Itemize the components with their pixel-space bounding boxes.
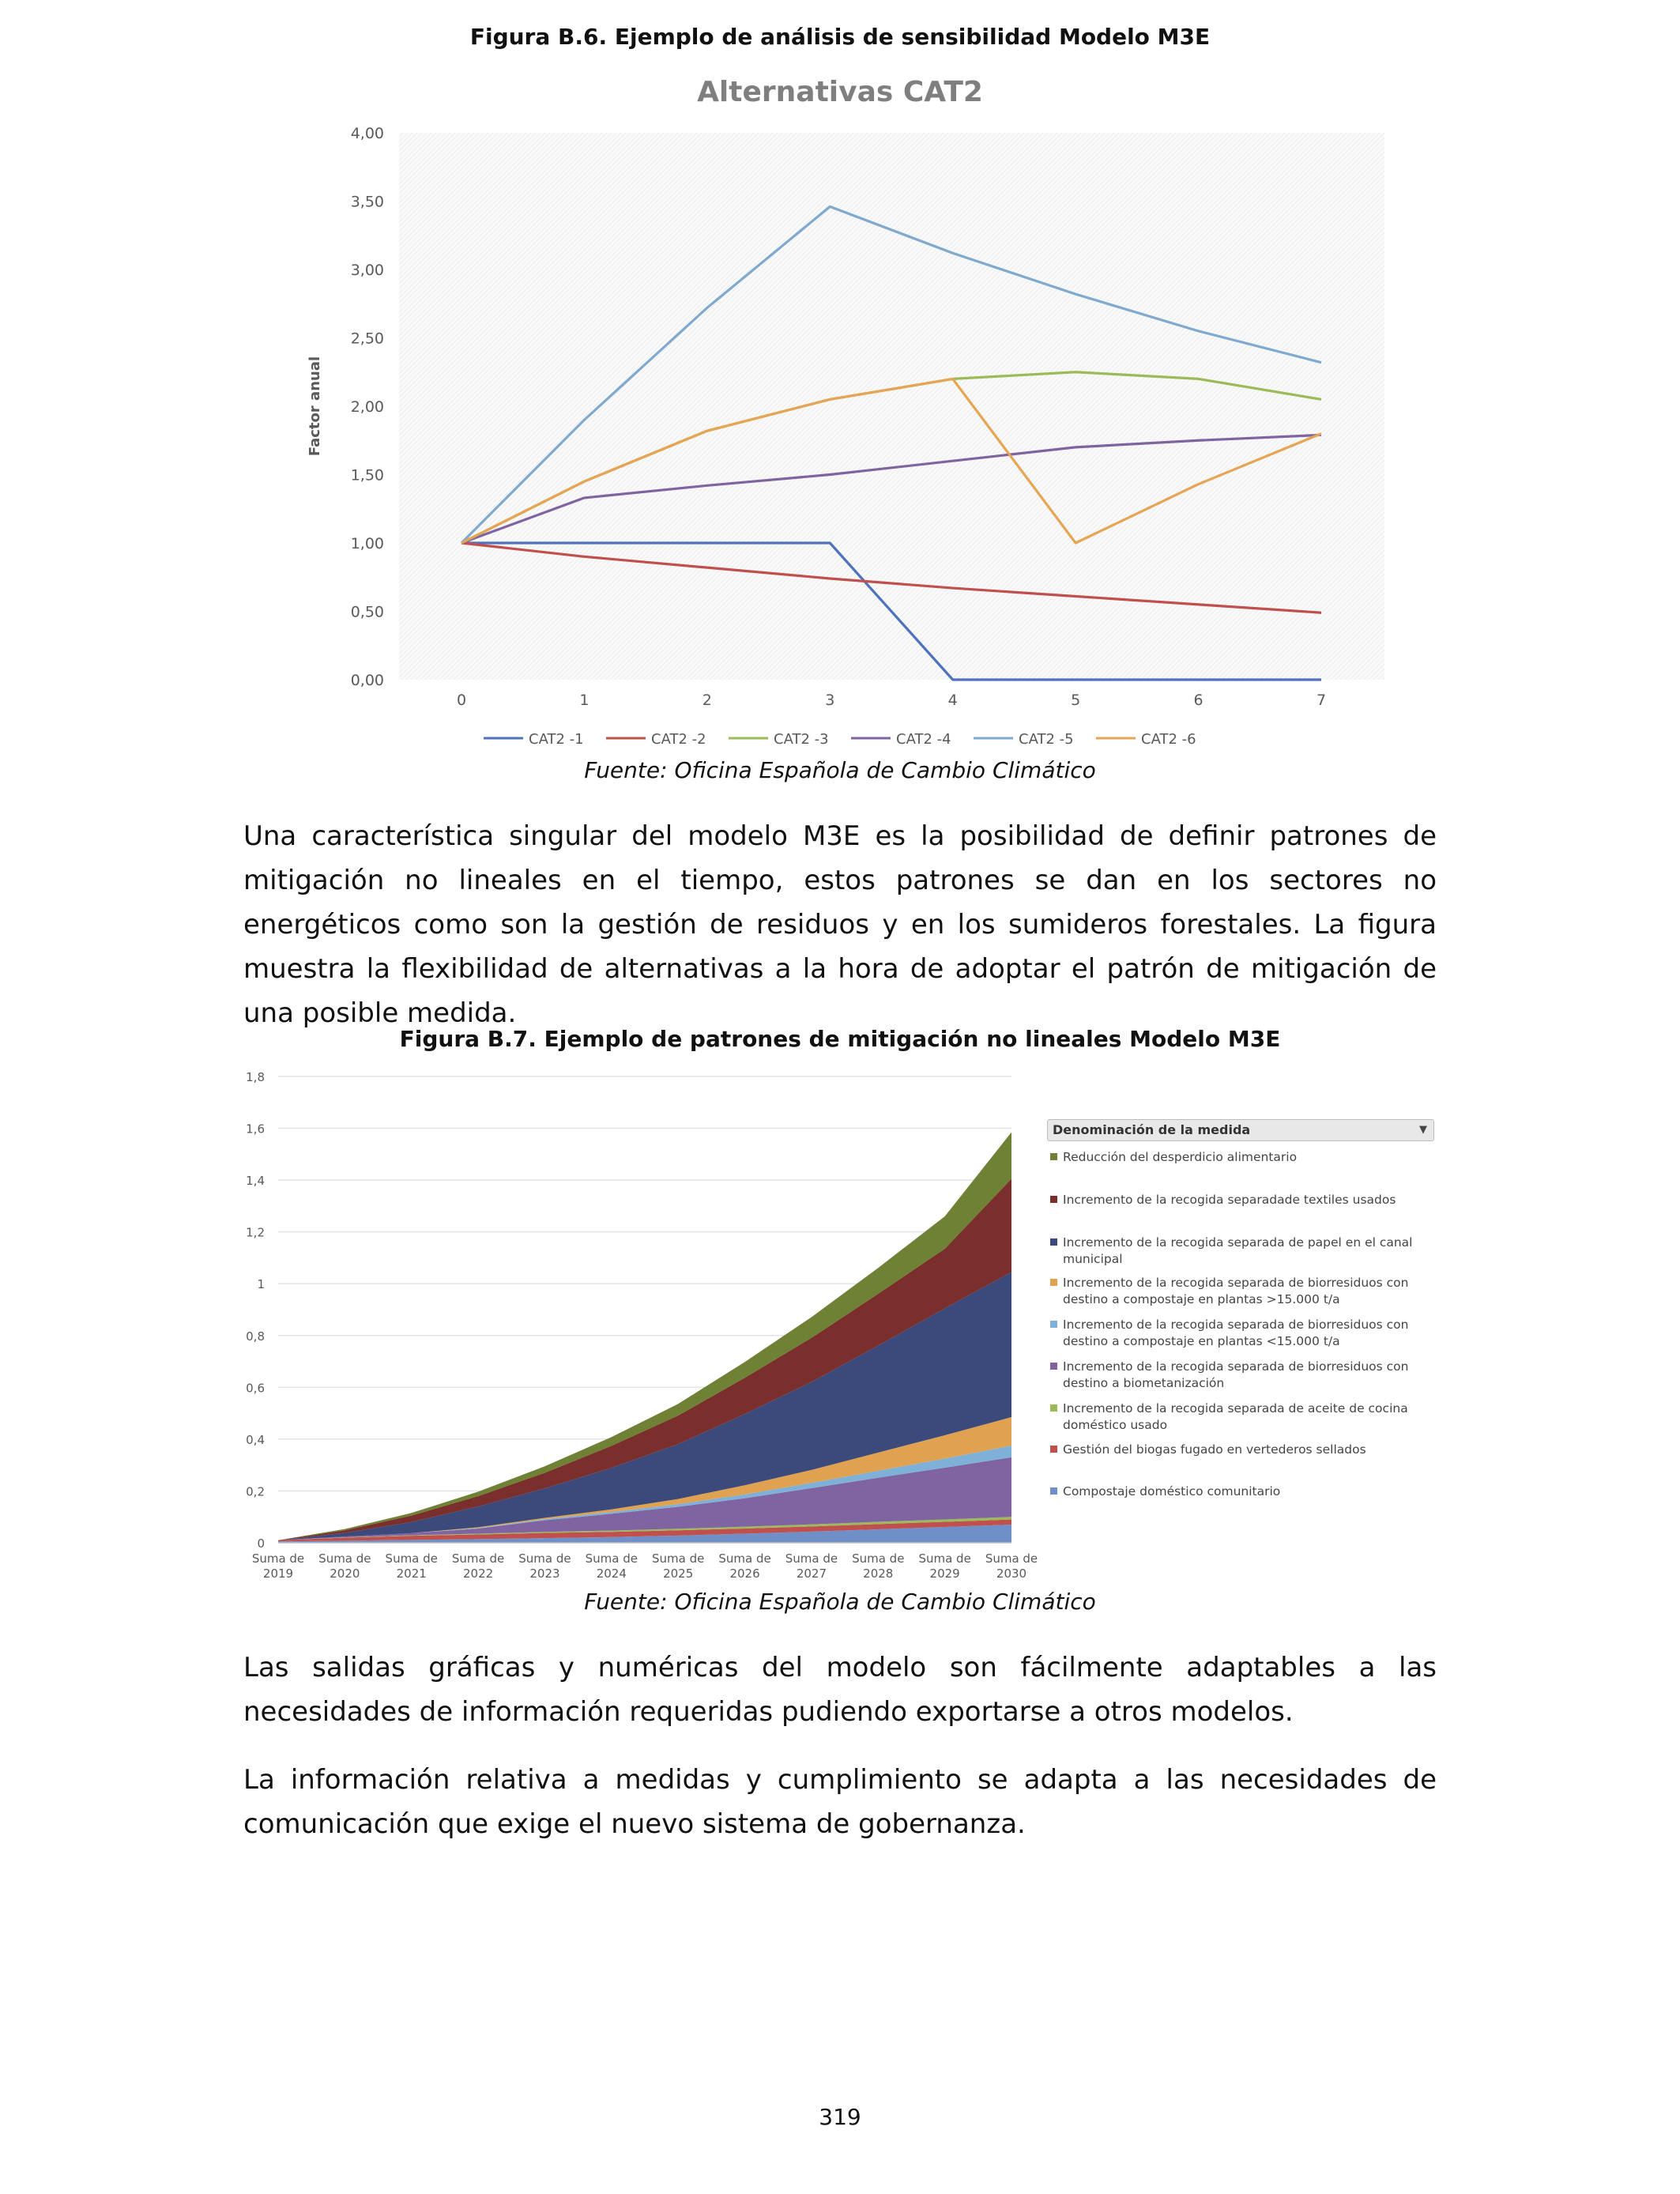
x-tick-label: Suma de 2029 [918, 1551, 971, 1581]
x-tick-label: Suma de 2022 [451, 1551, 505, 1581]
legend-swatch [1050, 1487, 1057, 1495]
x-tick-label: 4 [947, 692, 958, 709]
chart-title: Alternativas CAT2 [697, 76, 983, 108]
y-tick-label: 0,00 [350, 672, 384, 689]
x-tick-label: Suma de 2030 [985, 1551, 1038, 1581]
x-tick-label: Suma de 2027 [785, 1551, 838, 1581]
legend-label: CAT2 -3 [774, 731, 829, 748]
y-tick-label: 0,6 [246, 1381, 265, 1396]
y-tick-label: 1,50 [350, 466, 384, 484]
x-tick-label: Suma de 2020 [318, 1551, 371, 1581]
legend-label: CAT2 -4 [896, 731, 951, 748]
y-tick-label: 0 [257, 1536, 265, 1551]
x-tick-label: Suma de 2028 [852, 1551, 905, 1581]
x-tick-label: Suma de 2021 [385, 1551, 438, 1581]
legend-filter-dropdown[interactable] [1047, 1119, 1434, 1141]
legend-label: Incremento de la recogida separada de biorresiduos con destino a compostaje en plantas <15.000 t/a [1063, 1318, 1409, 1348]
y-tick-label: 1,6 [246, 1122, 265, 1137]
y-tick-label: 1,4 [246, 1174, 265, 1189]
y-tick-label: 3,00 [350, 262, 384, 279]
y-tick-label: 4,00 [350, 125, 384, 142]
legend-swatch [1050, 1404, 1057, 1412]
legend-header-label: Denominación de la medida [1053, 1122, 1251, 1137]
y-tick-label: 2,00 [350, 398, 384, 416]
y-tick-label: 1,00 [350, 535, 384, 552]
legend-label: CAT2 -1 [529, 731, 584, 748]
legend-swatch [1050, 1279, 1057, 1286]
legend-label: Gestión del biogas fugado en vertederos sellados [1063, 1442, 1366, 1457]
legend-label: CAT2 -5 [1019, 731, 1074, 748]
x-tick-label: 1 [579, 692, 590, 709]
x-tick-label: 0 [456, 692, 467, 709]
legend-swatch [1050, 1196, 1057, 1203]
y-tick-label: 1,2 [246, 1225, 265, 1240]
legend-label: Compostaje doméstico comunitario [1063, 1484, 1281, 1498]
area-chart-legend [1047, 1119, 1434, 1498]
x-tick-label: Suma de 2023 [518, 1551, 571, 1581]
paragraph-3: La información relativa a medidas y cumplimiento se adapta a las necesidades de comunicación que exige el nuevo sistema de gobernanza. [243, 1764, 1437, 1840]
legend-swatch [1050, 1153, 1057, 1160]
x-tick-label: 7 [1316, 692, 1327, 709]
x-tick-label: Suma de 2026 [718, 1551, 771, 1581]
y-tick-label: 0,2 [246, 1484, 265, 1499]
figure-6-title: Figura B.6. Ejemplo de análisis de sensibilidad Modelo M3E [469, 24, 1211, 50]
x-tick-label: 3 [825, 692, 835, 709]
x-tick-label: Suma de 2024 [585, 1551, 638, 1581]
y-tick-label: 3,50 [350, 193, 384, 211]
legend-label: Incremento de la recogida separada de papel en el canal municipal [1063, 1235, 1413, 1266]
legend-label: Incremento de la recogida separada de biorresiduos con destino a biometanización [1063, 1359, 1409, 1390]
legend-swatch [1050, 1446, 1057, 1453]
x-tick-label: 6 [1193, 692, 1203, 709]
legend-swatch [1050, 1238, 1057, 1246]
x-tick-label: Suma de 2019 [251, 1551, 305, 1581]
y-tick-label: 2,50 [350, 330, 384, 348]
y-tick-label: 1 [257, 1277, 265, 1292]
paragraph-1: Una característica singular del modelo M3E es la posibilidad de definir patrones de mitigación no lineales en el tiempo, estos patrones se dan en los sectores no energéticos como son la gestión de residuos y en los sumideros forestales. La figura muestra la flexibilidad de alternativas a la hora de adoptar el patrón de mitigación de una posible medida. [243, 820, 1437, 1029]
y-tick-label: 0,50 [350, 603, 384, 621]
x-tick-label: 5 [1071, 692, 1081, 709]
paragraph-2: Las salidas gráficas y numéricas del modelo son fácilmente adaptables a las necesidades de información requeridas pudiendo exportarse a otros modelos. [243, 1652, 1437, 1728]
y-tick-label: 0,4 [246, 1432, 265, 1447]
legend-label: Incremento de la recogida separada de aceite de cocina doméstico usado [1063, 1401, 1408, 1432]
figure-7-source: Fuente: Oficina Española de Cambio Climático [584, 1589, 1096, 1615]
legend-label: Incremento de la recogida separadade textiles usados [1063, 1193, 1396, 1207]
x-tick-label: 2 [702, 692, 712, 709]
legend-swatch [1050, 1363, 1057, 1370]
y-tick-label: 0,8 [246, 1329, 265, 1344]
dropdown-arrow-icon[interactable]: ▼ [1419, 1124, 1427, 1136]
figure-7-title: Figura B.7. Ejemplo de patrones de mitigación no lineales Modelo M3E [399, 1026, 1281, 1052]
legend-label: Incremento de la recogida separada de biorresiduos con destino a compostaje en plantas >15.000 t/a [1063, 1276, 1409, 1306]
legend-swatch [1050, 1321, 1057, 1328]
page-number: 319 [819, 2104, 861, 2130]
y-axis-label: Factor anual [307, 356, 323, 457]
y-tick-label: 1,8 [246, 1070, 265, 1084]
legend-label: CAT2 -2 [651, 731, 706, 748]
legend-label: Reducción del desperdicio alimentario [1063, 1150, 1298, 1164]
legend-label: CAT2 -6 [1141, 731, 1196, 748]
figure-6-source: Fuente: Oficina Española de Cambio Climático [584, 757, 1096, 783]
x-tick-label: Suma de 2025 [652, 1551, 705, 1581]
